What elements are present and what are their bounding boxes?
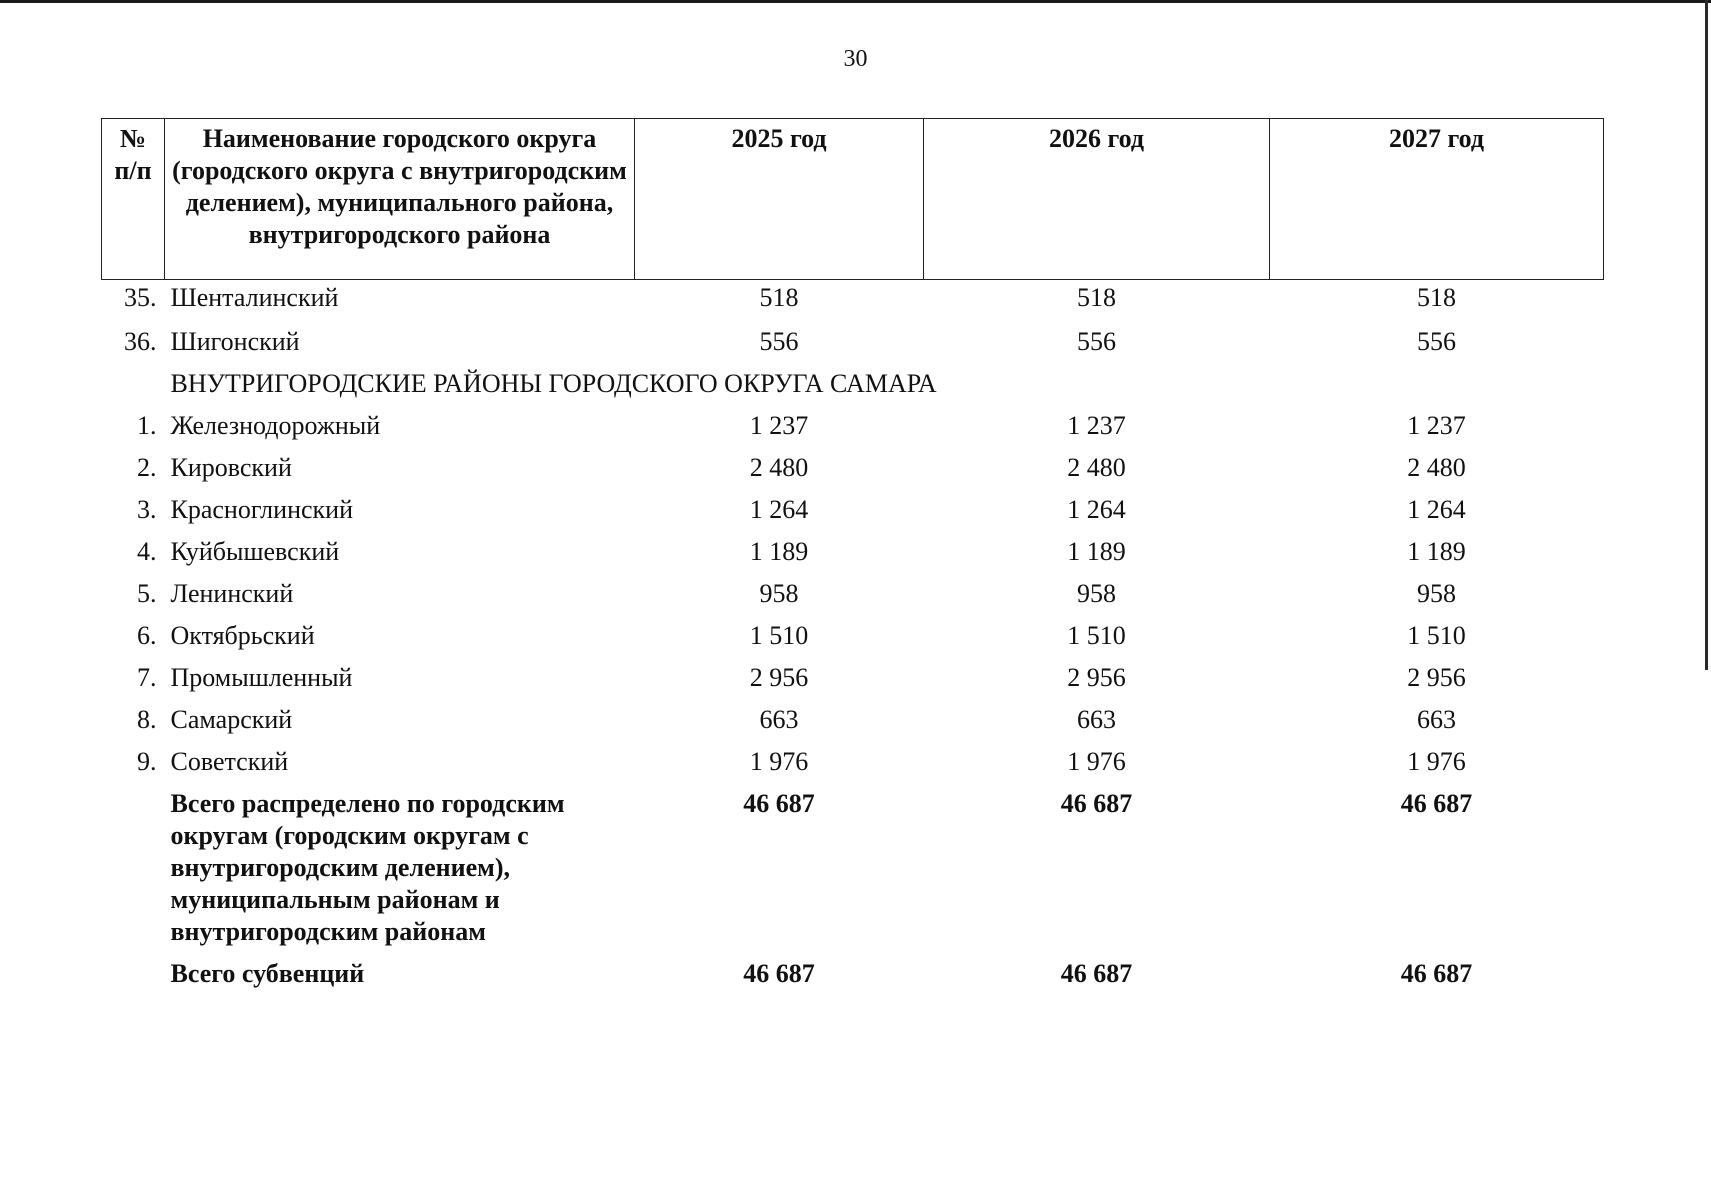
row-value-2027: 1 189 — [1407, 537, 1466, 566]
total-distributed-2026: 46 687 — [1060, 789, 1133, 818]
total-subventions-2026: 46 687 — [1060, 959, 1133, 988]
row-name: Самарский — [170, 705, 293, 734]
total-subventions-2025: 46 687 — [743, 959, 815, 988]
row-value-2026: 1 189 — [1067, 537, 1126, 566]
table-row — [102, 704, 1604, 746]
row-number: 35. — [124, 283, 157, 312]
row-number: 36. — [124, 327, 157, 356]
table-row — [102, 326, 1604, 368]
row-name: Советский — [170, 747, 289, 776]
row-value-2027: 2 956 — [1407, 663, 1466, 692]
total-spacer — [102, 788, 165, 958]
row-value-2026: 1 510 — [1067, 621, 1126, 650]
table-row — [102, 662, 1604, 704]
table-row — [102, 746, 1604, 788]
row-name: Промышленный — [170, 663, 353, 692]
row-name: Шигонский — [170, 327, 300, 356]
row-name: Красноглинский — [170, 495, 353, 524]
row-number: 9. — [137, 747, 157, 776]
row-value-2027: 556 — [1417, 327, 1456, 356]
row-value-2026: 1 264 — [1067, 495, 1126, 524]
section-title: ВНУТРИГОРОДСКИЕ РАЙОНЫ ГОРОДСКОГО ОКРУГА САМАРА — [170, 369, 937, 398]
header-2025: 2025 год — [635, 119, 924, 280]
row-value-2025: 518 — [759, 283, 799, 312]
total-spacer — [102, 958, 165, 1000]
row-number: 1. — [137, 411, 157, 440]
row-value-2025: 1 237 — [749, 411, 809, 440]
row-value-2027: 1 237 — [1407, 411, 1466, 440]
row-name: Октябрьский — [170, 621, 315, 650]
row-value-2025: 2 480 — [749, 453, 809, 482]
row-value-2025: 663 — [759, 705, 799, 734]
section-row — [102, 368, 1604, 410]
row-value-2025: 1 264 — [749, 495, 809, 524]
table-header-row — [102, 119, 1604, 280]
row-value-2025: 2 956 — [749, 663, 809, 692]
row-value-2026: 518 — [1077, 283, 1116, 312]
row-value-2027: 958 — [1417, 579, 1456, 608]
table-row — [102, 578, 1604, 620]
row-value-2026: 2 956 — [1067, 663, 1126, 692]
row-value-2025: 1 976 — [749, 747, 809, 776]
page-number: 30 — [843, 46, 868, 72]
row-value-2027: 1 976 — [1407, 747, 1466, 776]
row-name: Шенталинский — [170, 283, 339, 312]
total-subventions-label: Всего субвенций — [170, 959, 365, 988]
row-number: 2. — [137, 453, 157, 482]
total-subventions-2027: 46 687 — [1400, 959, 1473, 988]
subvention-table — [101, 118, 1604, 1000]
total-distributed-2027: 46 687 — [1400, 789, 1473, 818]
row-number: 3. — [137, 495, 157, 524]
table-row — [102, 410, 1604, 452]
row-value-2025: 958 — [759, 579, 799, 608]
row-number: 7. — [137, 663, 157, 692]
total-distributed-2025: 46 687 — [743, 789, 815, 818]
row-value-2025: 1 510 — [749, 621, 809, 650]
table-row — [102, 620, 1604, 662]
row-value-2026: 556 — [1077, 327, 1116, 356]
section-spacer — [102, 368, 165, 410]
row-name: Кировский — [170, 453, 292, 482]
header-2027: 2027 год — [1270, 119, 1604, 280]
row-name: Железнодорожный — [170, 411, 381, 440]
row-value-2026: 1 976 — [1067, 747, 1126, 776]
table-row — [102, 536, 1604, 578]
row-value-2026: 663 — [1077, 705, 1116, 734]
row-number: 8. — [137, 705, 157, 734]
total-distributed-row — [102, 788, 1604, 958]
table-body — [102, 280, 1604, 1001]
row-value-2025: 1 189 — [749, 537, 809, 566]
row-value-2027: 2 480 — [1407, 453, 1466, 482]
table-row — [102, 494, 1604, 536]
row-value-2027: 518 — [1417, 283, 1456, 312]
table-row — [102, 452, 1604, 494]
row-value-2027: 1 510 — [1407, 621, 1466, 650]
row-number: 6. — [137, 621, 157, 650]
row-value-2027: 1 264 — [1407, 495, 1466, 524]
header-2026: 2026 год — [924, 119, 1270, 280]
table-row — [102, 280, 1604, 327]
header-name: Наименование городского округа (городского округа с внутригородским делением), муниципального района, внутригородского района — [165, 119, 635, 280]
row-value-2026: 2 480 — [1067, 453, 1126, 482]
row-value-2026: 958 — [1077, 579, 1116, 608]
row-value-2026: 1 237 — [1067, 411, 1126, 440]
row-value-2025: 556 — [759, 327, 799, 356]
row-number: 5. — [137, 579, 157, 608]
row-name: Куйбышевский — [170, 537, 340, 566]
header-number: № п/п — [102, 119, 165, 280]
top-border-line — [0, 0, 1711, 3]
row-name: Ленинский — [170, 579, 294, 608]
row-value-2027: 663 — [1417, 705, 1456, 734]
total-distributed-label: Всего распределено по городским округам (городским округам с внутригородским делением), муниципальным районам и внутригородским районам — [170, 789, 565, 946]
row-number: 4. — [137, 537, 157, 566]
right-border-line — [1705, 0, 1708, 670]
total-subventions-row — [102, 958, 1604, 1000]
